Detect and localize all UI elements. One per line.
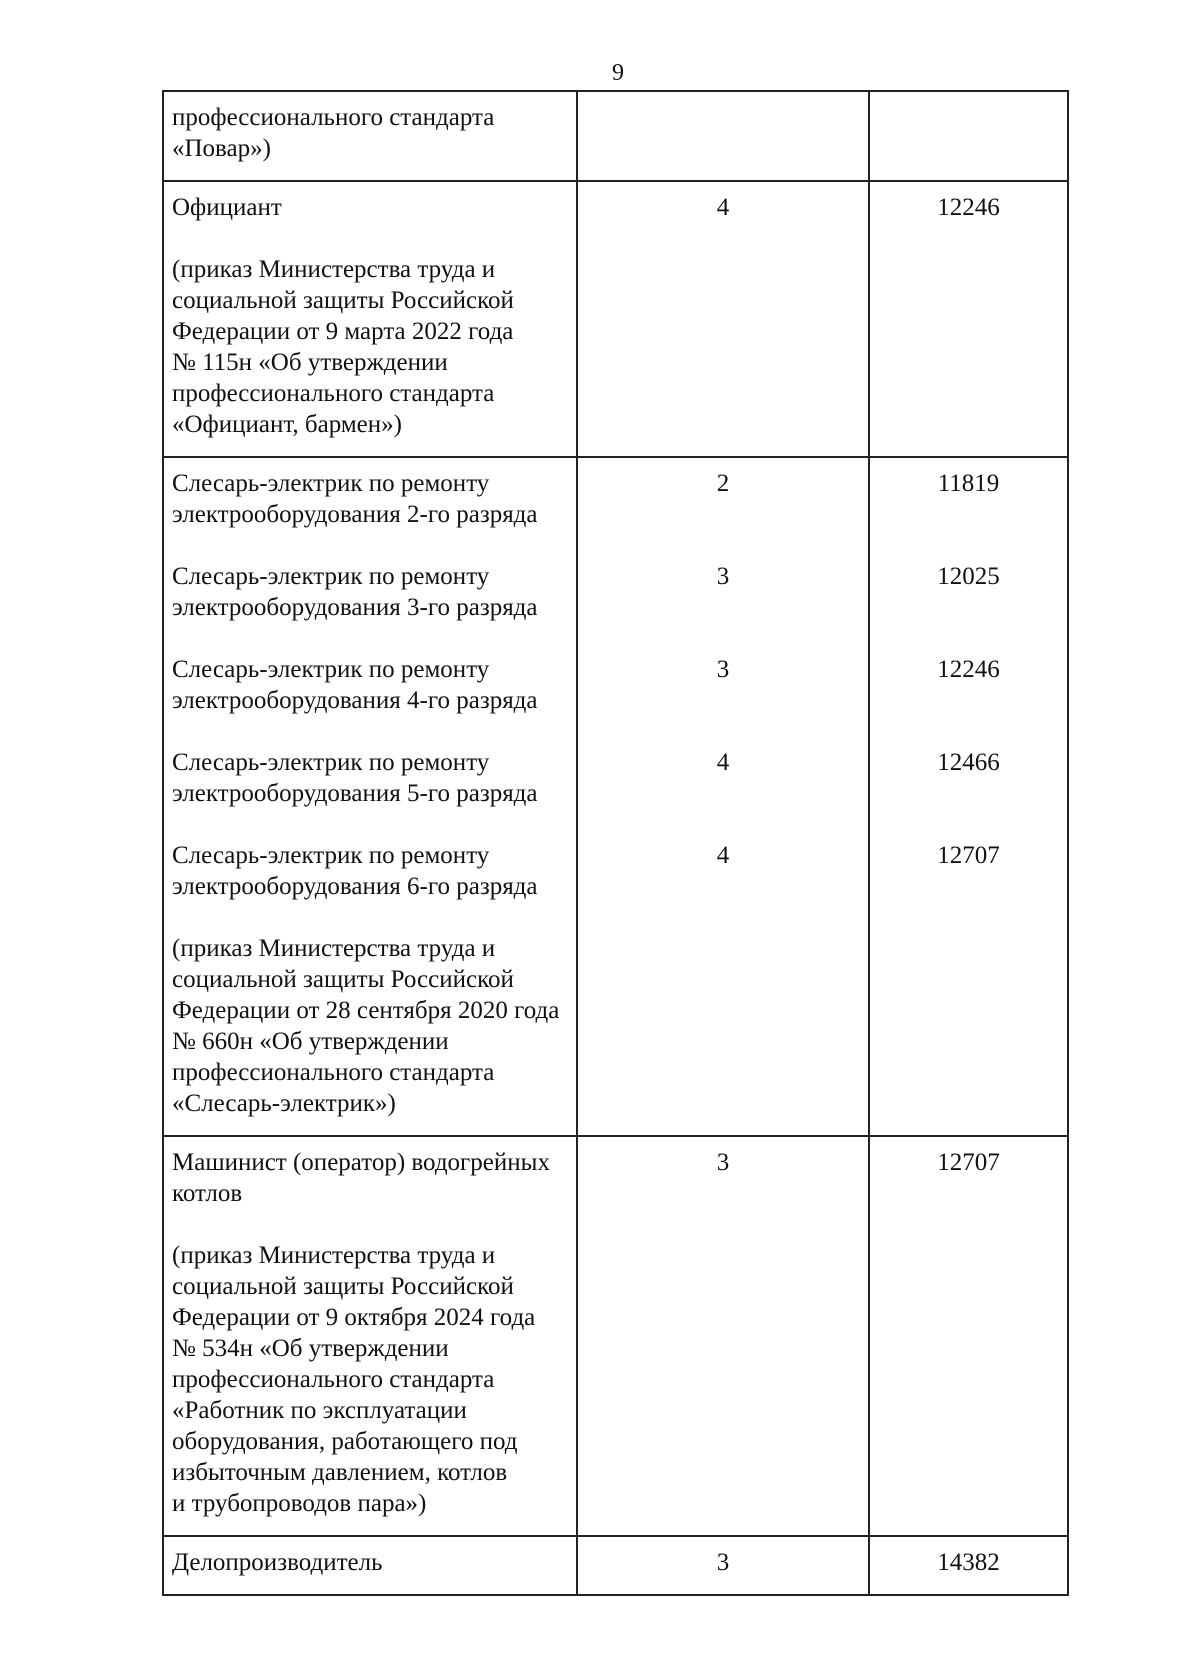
- salary-value: [878, 561, 1059, 623]
- order-reference-line: (приказ Министерства труда и: [172, 1242, 496, 1269]
- order-reference-line: социальной защиты Российской: [172, 1273, 514, 1300]
- order-reference-line: № 115н «Об утверждении: [172, 349, 448, 376]
- position-title-line: электрооборудования 6-го разряда: [172, 873, 538, 900]
- cell-qualification-level: [577, 1536, 869, 1595]
- position-title-line: Делопроизводитель: [172, 1549, 383, 1576]
- cell-qualification-level: [577, 1136, 869, 1536]
- order-reference: [172, 254, 568, 440]
- salary-value-text: 12246: [937, 656, 1000, 683]
- order-reference-line: социальной защиты Российской: [172, 966, 514, 993]
- position-title: [172, 747, 568, 809]
- level-value: [586, 561, 860, 623]
- position-title-line: Слесарь-электрик по ремонту: [172, 749, 490, 776]
- salary-value-text: 11819: [937, 470, 1000, 497]
- position-title-line: Слесарь-электрик по ремонту: [172, 563, 490, 590]
- table-row: [163, 1136, 1068, 1536]
- salary-value: [878, 747, 1059, 809]
- position-title: [172, 1147, 568, 1209]
- position-title-line: Официант: [172, 194, 282, 221]
- position-title-line: электрооборудования 3-го разряда: [172, 594, 538, 621]
- position-title-line: Машинист (оператор) водогрейных: [172, 1149, 550, 1176]
- order-reference-line: № 534н «Об утверждении: [172, 1335, 449, 1362]
- level-value: [586, 1547, 860, 1578]
- salary-value: [878, 1547, 1059, 1578]
- order-reference-line: Федерации от 9 марта 2022 года: [172, 318, 514, 345]
- cell-salary: [869, 91, 1068, 181]
- table-row: [163, 457, 1068, 1136]
- position-title: [172, 192, 568, 223]
- order-reference-line: (приказ Министерства труда и: [172, 256, 496, 283]
- table-row: [163, 91, 1068, 181]
- order-reference-line: Федерации от 28 сентября 2020 года: [172, 997, 560, 1024]
- level-value: [586, 1147, 860, 1209]
- position-title: [172, 561, 568, 623]
- salary-value-text: 12707: [937, 1149, 1000, 1176]
- cell-position: [163, 181, 577, 457]
- position-title: [172, 468, 568, 530]
- order-reference-line: и трубопроводов пара»): [172, 1490, 427, 1517]
- table-row: [163, 1536, 1068, 1595]
- level-value-text: 2: [716, 470, 730, 497]
- table-row: [163, 181, 1068, 457]
- salary-value: [878, 840, 1059, 902]
- cell-qualification-level: [577, 181, 869, 457]
- position-title: [172, 654, 568, 716]
- order-reference-line: профессионального стандарта: [172, 1059, 495, 1086]
- order-reference: [172, 933, 568, 1119]
- order-reference-line: «Работник по эксплуатации: [172, 1397, 467, 1424]
- level-value-text: 4: [716, 842, 730, 869]
- cell-position: [163, 1536, 577, 1595]
- level-value: [586, 654, 860, 716]
- order-reference-line: № 660н «Об утверждении: [172, 1028, 449, 1055]
- salary-value: [878, 192, 1059, 223]
- level-value: [586, 468, 860, 530]
- level-value: [586, 192, 860, 223]
- salary-value-text: 12246: [937, 194, 1000, 221]
- order-reference-line: Федерации от 9 октября 2024 года: [172, 1304, 536, 1331]
- order-reference-line: профессионального стандарта: [172, 380, 495, 407]
- order-reference-line: «Официант, бармен»): [172, 411, 402, 438]
- position-title-line: Слесарь-электрик по ремонту: [172, 470, 490, 497]
- position-title-line: котлов: [172, 1180, 243, 1207]
- salary-value-text: 12707: [937, 842, 1000, 869]
- position-title-line: «Повар»): [172, 135, 271, 162]
- cell-salary: [869, 1136, 1068, 1536]
- salary-value-text: 12025: [937, 563, 1000, 590]
- level-value-text: 3: [716, 656, 730, 683]
- cell-qualification-level: [577, 457, 869, 1136]
- order-reference-line: (приказ Министерства труда и: [172, 935, 496, 962]
- salary-value: [878, 654, 1059, 716]
- position-title-line: Слесарь-электрик по ремонту: [172, 656, 490, 683]
- order-reference-line: оборудования, работающего под: [172, 1428, 518, 1455]
- table-body: [163, 91, 1068, 1595]
- position-title-line: Слесарь-электрик по ремонту: [172, 842, 490, 869]
- level-value-text: 4: [716, 749, 730, 776]
- position-title-line: электрооборудования 2-го разряда: [172, 501, 538, 528]
- level-value-text: 3: [716, 563, 730, 590]
- cell-salary: [869, 457, 1068, 1136]
- page-number: 9: [612, 60, 624, 86]
- position-title-line: профессионального стандарта: [172, 104, 495, 131]
- level-value-text: 3: [716, 1549, 730, 1576]
- salary-value-text: 14382: [937, 1549, 1000, 1576]
- cell-position: [163, 457, 577, 1136]
- cell-salary: [869, 1536, 1068, 1595]
- salary-value: [878, 468, 1059, 530]
- cell-qualification-level: [577, 91, 869, 181]
- level-value-text: 4: [716, 194, 730, 221]
- order-reference-line: избыточным давлением, котлов: [172, 1459, 508, 1486]
- salary-value: [878, 1147, 1059, 1209]
- order-reference-line: социальной защиты Российской: [172, 287, 514, 314]
- position-title: [172, 102, 568, 164]
- level-value-text: 3: [716, 1149, 730, 1176]
- position-title-line: электрооборудования 4-го разряда: [172, 687, 538, 714]
- level-value: [586, 747, 860, 809]
- salary-value-text: 12466: [937, 749, 1000, 776]
- position-title-line: электрооборудования 5-го разряда: [172, 780, 538, 807]
- order-reference-line: «Слесарь-электрик»): [172, 1090, 396, 1117]
- level-value: [586, 840, 860, 902]
- position-title: [172, 840, 568, 902]
- order-reference-line: профессионального стандарта: [172, 1366, 495, 1393]
- cell-salary: [869, 181, 1068, 457]
- cell-position: [163, 1136, 577, 1536]
- order-reference: [172, 1240, 568, 1519]
- pay-table: [162, 90, 1069, 1596]
- position-title: [172, 1547, 568, 1578]
- cell-position: [163, 91, 577, 181]
